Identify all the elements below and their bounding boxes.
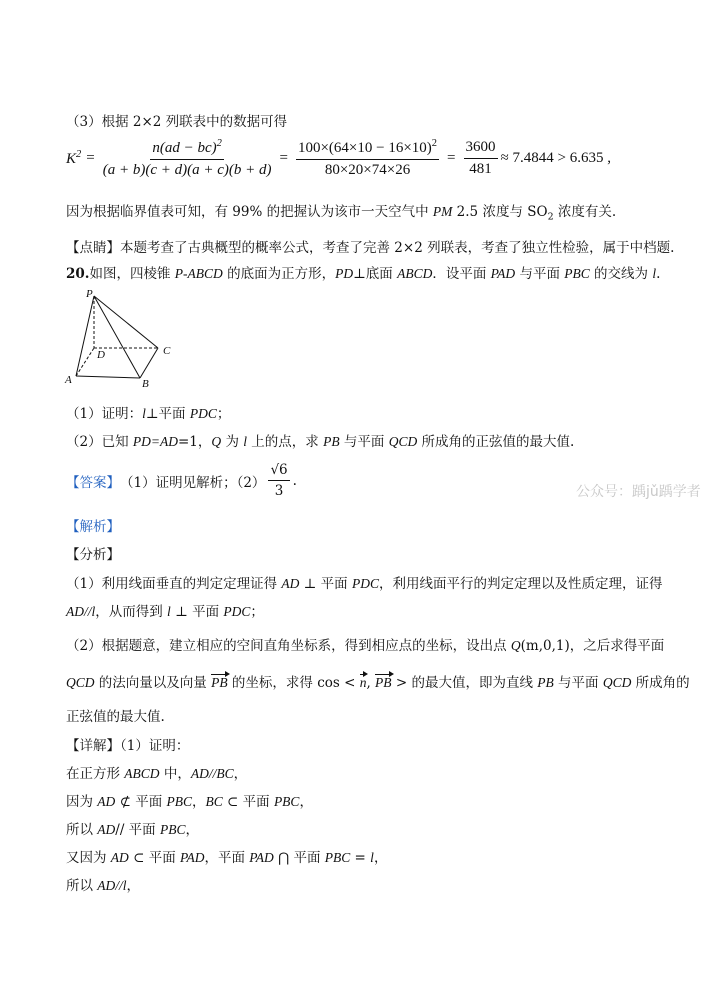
proof-line-2: 因为 AD ⊄ 平面 PBC，BC ⊂ 平面 PBC， (66, 794, 313, 810)
k-symbol: $K^2$ (66, 149, 82, 167)
pyramid-figure (60, 286, 190, 392)
vertex-label-c: C (163, 345, 171, 357)
analysis-2-line-3: 正弦值的最大值. (66, 709, 165, 725)
formula-fraction-3: $\frac{3600}{481}$ (465, 139, 496, 177)
analysis-2-line-1: （2）根据题意，建立相应的空间直角坐标系，得到相应点的坐标，设出点 Q(m,0,1)，之后求得平面 (66, 638, 665, 654)
jiexi-heading: 【解析】 (66, 519, 120, 535)
dianjing-note: 【点睛】本题考查了古典概型的概率公式，考查了完善 2×2 列联表，考查了独立性检验，属于中档题. (66, 240, 675, 256)
vertex-label-d: D (97, 349, 105, 361)
conclusion-text: 因为根据临界值表可知，有 99% 的把握认为该市一天空气中 PM 2.5 浓度与 $SO_2$ 浓度有关. (66, 204, 617, 223)
part3-heading: （3）根据 2×2 列联表中的数据可得 (66, 114, 288, 130)
answer-tag: 【答案】 (66, 474, 120, 491)
answer-line: 【答案】 （1）证明见解析；（2） $\frac{√6}{3}$ . (66, 462, 297, 499)
equals-sign: = (86, 150, 95, 166)
sub-question-2: （2）已知 PD=AD=1，Q 为 l 上的点，求 PB 与平面 QCD 所成角的正弦值的最大值. (66, 434, 575, 450)
vertex-label-a: A (65, 374, 72, 386)
equals-sign: = (279, 150, 288, 166)
formula-fraction-1: $\frac{n(ad - bc)^2}{(a + b)(c + d)(a + c)(b + d)}$ (102, 138, 272, 178)
analysis-1-line-2: AD//l，从而得到 l ⊥ 平面 PDC； (66, 604, 264, 620)
sub-question-1: （1）证明：l⊥平面 PDC； (66, 406, 231, 422)
analysis-2-line-2: QCD 的法向量以及向量 PB 的坐标，求得 cos < n, PB > 的最大值，即为直线 PB 与平面 QCD 所成角的 (66, 675, 690, 691)
xiangjie-heading: 【详解】（1）证明： (66, 738, 190, 754)
chi-square-formula (66, 138, 611, 179)
proof-line-5: 所以 AD//l， (66, 878, 141, 894)
fenxi-heading: 【分析】 (66, 547, 120, 563)
formula-result: ≈ 7.4844 > 6.635 , (500, 150, 611, 166)
watermark: 公众号：踽jǔ踽学者 (576, 484, 701, 500)
proof-line-3: 所以 AD// 平面 PBC， (66, 822, 199, 838)
proof-line-1: 在正方形 ABCD 中，AD//BC， (66, 766, 248, 782)
question-20: 20.如图，四棱锥 P-ABCD 的底面为正方形，PD⊥底面 ABCD．设平面 PAD 与平面 PBC 的交线为 l. (66, 266, 661, 282)
vertex-label-b: B (142, 378, 149, 390)
answer-fraction: $\frac{√6}{3}$ (270, 462, 288, 499)
vertex-label-p: P (86, 288, 93, 300)
proof-line-4: 又因为 AD ⊂ 平面 PAD，平面 PAD ⋂ 平面 PBC = l， (66, 850, 388, 866)
equals-sign: = (447, 150, 456, 166)
analysis-1-line-1: （1）利用线面垂直的判定定理证得 AD ⊥ 平面 PDC，利用线面平行的判定定理以及性质定理，证得 (66, 576, 663, 592)
formula-fraction-2: $\frac{100\times(64\times 10 - 16\times 10)^2}{80\times 20\times 74\times 26}$ (297, 138, 438, 178)
